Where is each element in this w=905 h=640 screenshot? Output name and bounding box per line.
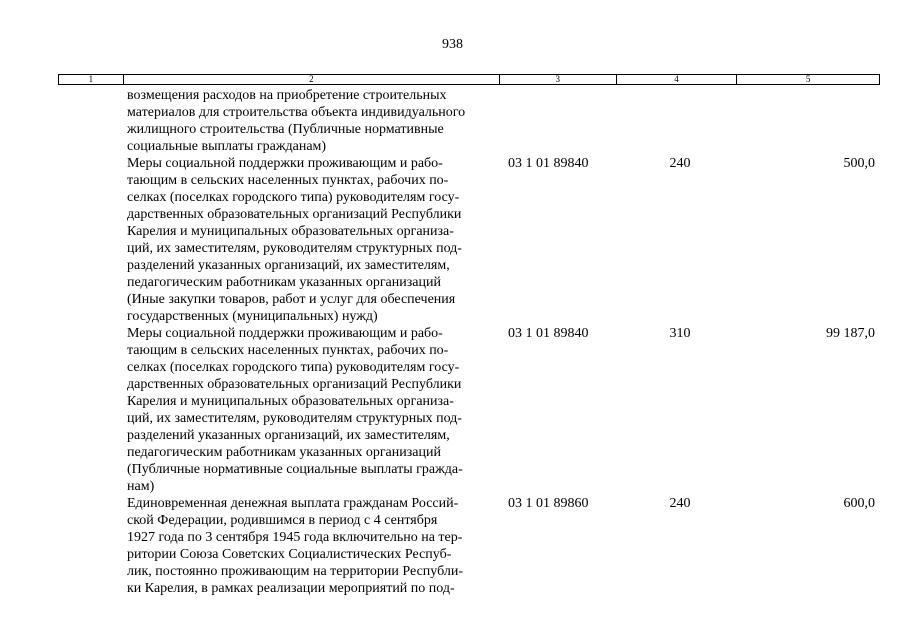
column-number-5: 5	[805, 74, 811, 84]
row-amount: 500,0	[843, 156, 875, 171]
row-code: 03 1 01 89840	[508, 156, 589, 171]
table-body	[0, 87, 905, 597]
table-column-number-row	[58, 74, 880, 85]
row-amount: 99 187,0	[826, 326, 875, 341]
row-description: Меры социальной поддержки проживающим и рабо- тающим в сельских населенных пунктах, рабочих по- селках (поселках городского типа) руководителям госу- дарственных образовательных организаций Республики Карелия и муниципальных образовательных организа- ций, их заместителям, руководителям структурных под- разделений указанных организаций, их заместителям, педагогическим работникам указанных организаций (Иные закупки товаров, работ и услуг для обеспечения государственных (муниципальных) нужд)	[127, 156, 462, 324]
column-number-4: 4	[617, 75, 738, 84]
page-number: 938	[442, 37, 463, 52]
row-code: 03 1 01 89840	[508, 326, 589, 341]
table-row	[0, 87, 905, 155]
row-code: 03 1 01 89860	[508, 496, 589, 511]
column-number-3: 3	[500, 75, 617, 84]
column-number-2: 2	[124, 75, 500, 84]
table-row	[0, 495, 905, 597]
table-row	[0, 155, 905, 325]
row-expense-type: 240	[669, 156, 691, 171]
column-number-1: 1	[59, 75, 124, 84]
row-amount: 600,0	[843, 496, 875, 511]
table-row	[0, 325, 905, 495]
row-description: Меры социальной поддержки проживающим и рабо- тающим в сельских населенных пунктах, рабочих по- селках (поселках городского типа) руководителям госу- дарственных образовательных организаций Республики Карелия и муниципальных образовательных организа- ций, их заместителям, руководителям структурных под- разделений указанных организаций, их заместителям, педагогическим работникам указанных организаций (Публичные нормативные социальные выплаты гражда- нам)	[127, 326, 463, 494]
row-expense-type: 240	[669, 496, 691, 511]
row-description: Единовременная денежная выплата гражданам Россий- ской Федерации, родившимся в период с 4 сентября 1927 года по 3 сентября 1945 года включительно на тер- ритории Союза Советских Социалистических Респуб- лик, постоянно проживающим на территории Республи- ки Карелия, в рамках реализации мероприятий по под-	[127, 496, 464, 596]
row-expense-type: 310	[669, 326, 691, 341]
row-description: возмещения расходов на приобретение строительных материалов для строительства объекта индивидуального жилищного строительства (Публичные нормативные социальные выплаты гражданам)	[127, 88, 466, 154]
